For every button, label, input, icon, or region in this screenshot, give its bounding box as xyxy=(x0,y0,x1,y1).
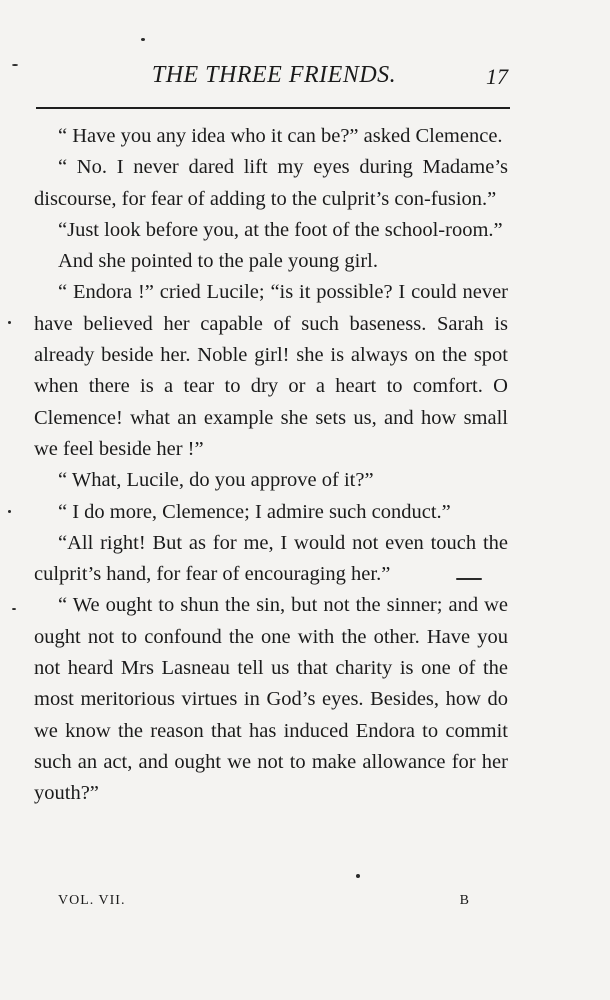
ink-speck xyxy=(456,578,482,580)
ink-speck xyxy=(8,510,11,513)
header-rule xyxy=(36,107,510,109)
paragraph: “ I do more, Clemence; I admire such conduct.” xyxy=(58,500,451,523)
paragraph: “Just look before you, at the foot of the school-room.” xyxy=(58,218,503,241)
paragraph: “ No. I never dared lift my eyes during Madame’s discourse, for fear of adding to the culprit’s con-fusion.” xyxy=(34,156,508,210)
paragraph: “ What, Lucile, do you approve of it?” xyxy=(58,469,374,492)
paragraph: “All right! But as for me, I would not even touch the culprit’s hand, for fear of encouraging her.” xyxy=(34,531,508,586)
paragraph: “ We ought to shun the sin, but not the sinner; and we ought not to confound the one with the other. Have you not heard Mrs Lasneau tell us that charity is one of the most meritorious virtues in God’s eyes. Besides, how do we know the reason that has induced Endora to commit such an act, and ought we not to make allowance for her youth?” xyxy=(34,594,508,805)
ink-speck xyxy=(12,608,16,610)
ink-speck xyxy=(12,64,18,66)
ink-speck xyxy=(8,321,11,324)
paragraph: “ Have you any idea who it can be?” asked Clemence. xyxy=(58,125,503,147)
running-title: THE THREE FRIENDS. xyxy=(151,62,397,88)
ink-speck xyxy=(356,874,360,878)
body-text xyxy=(34,121,508,810)
page-footer xyxy=(58,893,470,917)
paragraph: And she pointed to the pale young girl. xyxy=(58,250,378,273)
signature-mark: B xyxy=(459,893,470,908)
volume-label: VOL. VII. xyxy=(58,893,126,908)
ink-speck xyxy=(141,38,145,41)
running-head xyxy=(36,62,512,98)
paragraph: “ Endora !” cried Lucile; “is it possible? I could never have believed her capable of such baseness. Sarah is already beside her. Noble girl! she is always on the spot when there is a tear to dry or a heart to comfort. O Clemence! what an example she sets us, and how small we feel beside her !” xyxy=(34,281,508,460)
page-number: 17 xyxy=(486,64,508,89)
